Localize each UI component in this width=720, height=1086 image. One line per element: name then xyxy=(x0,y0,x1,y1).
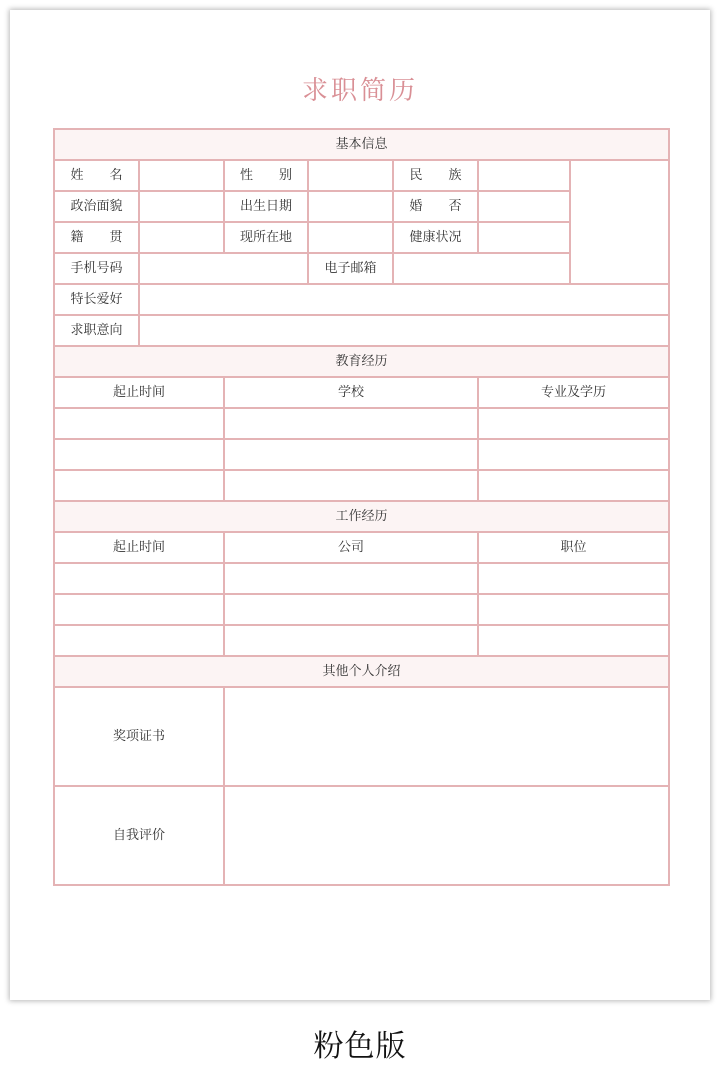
label-name: 姓名 xyxy=(54,160,139,191)
field-name[interactable] xyxy=(139,160,224,191)
label-health: 健康状况 xyxy=(393,222,478,253)
label-self-evaluation: 自我评价 xyxy=(54,786,224,885)
label-email: 电子邮箱 xyxy=(308,253,393,284)
work-col-company: 公司 xyxy=(224,532,478,563)
field-birth-date[interactable] xyxy=(308,191,393,222)
work-row xyxy=(54,563,669,594)
label-hobbies: 特长爱好 xyxy=(54,284,139,315)
label-job-intention: 求职意向 xyxy=(54,315,139,346)
work-col-position: 职位 xyxy=(478,532,669,563)
work-company-cell[interactable] xyxy=(224,594,478,625)
label-awards: 奖项证书 xyxy=(54,687,224,786)
label-gender: 性别 xyxy=(224,160,308,191)
education-major-cell[interactable] xyxy=(478,470,669,501)
section-education: 教育经历 xyxy=(54,346,669,377)
education-major-cell[interactable] xyxy=(478,439,669,470)
field-political-status[interactable] xyxy=(139,191,224,222)
field-self-evaluation[interactable] xyxy=(224,786,669,885)
education-period-cell[interactable] xyxy=(54,470,224,501)
education-major-cell[interactable] xyxy=(478,408,669,439)
section-work: 工作经历 xyxy=(54,501,669,532)
label-marital-status: 婚否 xyxy=(393,191,478,222)
field-phone[interactable] xyxy=(139,253,308,284)
education-school-cell[interactable] xyxy=(224,408,478,439)
work-period-cell[interactable] xyxy=(54,625,224,656)
education-period-cell[interactable] xyxy=(54,408,224,439)
label-political-status: 政治面貌 xyxy=(54,191,139,222)
section-other: 其他个人介绍 xyxy=(54,656,669,687)
work-company-cell[interactable] xyxy=(224,625,478,656)
label-native-place: 籍贯 xyxy=(54,222,139,253)
field-gender[interactable] xyxy=(308,160,393,191)
label-ethnicity: 民族 xyxy=(393,160,478,191)
label-birth-date: 出生日期 xyxy=(224,191,308,222)
work-col-period: 起止时间 xyxy=(54,532,224,563)
education-row xyxy=(54,470,669,501)
field-ethnicity[interactable] xyxy=(478,160,570,191)
field-marital-status[interactable] xyxy=(478,191,570,222)
education-school-cell[interactable] xyxy=(224,470,478,501)
resume-title: 求职简历 xyxy=(301,76,418,106)
label-phone: 手机号码 xyxy=(54,253,139,284)
field-email[interactable] xyxy=(393,253,570,284)
field-native-place[interactable] xyxy=(139,222,224,253)
work-position-cell[interactable] xyxy=(478,563,669,594)
education-col-school: 学校 xyxy=(224,377,478,408)
field-awards[interactable] xyxy=(224,687,669,786)
work-position-cell[interactable] xyxy=(478,594,669,625)
photo-area[interactable] xyxy=(570,160,669,284)
education-school-cell[interactable] xyxy=(224,439,478,470)
education-col-major: 专业及学历 xyxy=(478,377,669,408)
education-row xyxy=(54,408,669,439)
work-row xyxy=(54,625,669,656)
education-col-period: 起止时间 xyxy=(54,377,224,408)
version-caption: 粉色版 xyxy=(313,1029,407,1064)
field-hobbies[interactable] xyxy=(139,284,669,315)
work-period-cell[interactable] xyxy=(54,594,224,625)
field-job-intention[interactable] xyxy=(139,315,669,346)
education-row xyxy=(54,439,669,470)
work-row xyxy=(54,594,669,625)
work-company-cell[interactable] xyxy=(224,563,478,594)
section-basic-info: 基本信息 xyxy=(54,129,669,160)
work-position-cell[interactable] xyxy=(478,625,669,656)
work-period-cell[interactable] xyxy=(54,563,224,594)
label-current-location: 现所在地 xyxy=(224,222,308,253)
resume-table xyxy=(53,128,670,886)
education-period-cell[interactable] xyxy=(54,439,224,470)
field-current-location[interactable] xyxy=(308,222,393,253)
field-health[interactable] xyxy=(478,222,570,253)
